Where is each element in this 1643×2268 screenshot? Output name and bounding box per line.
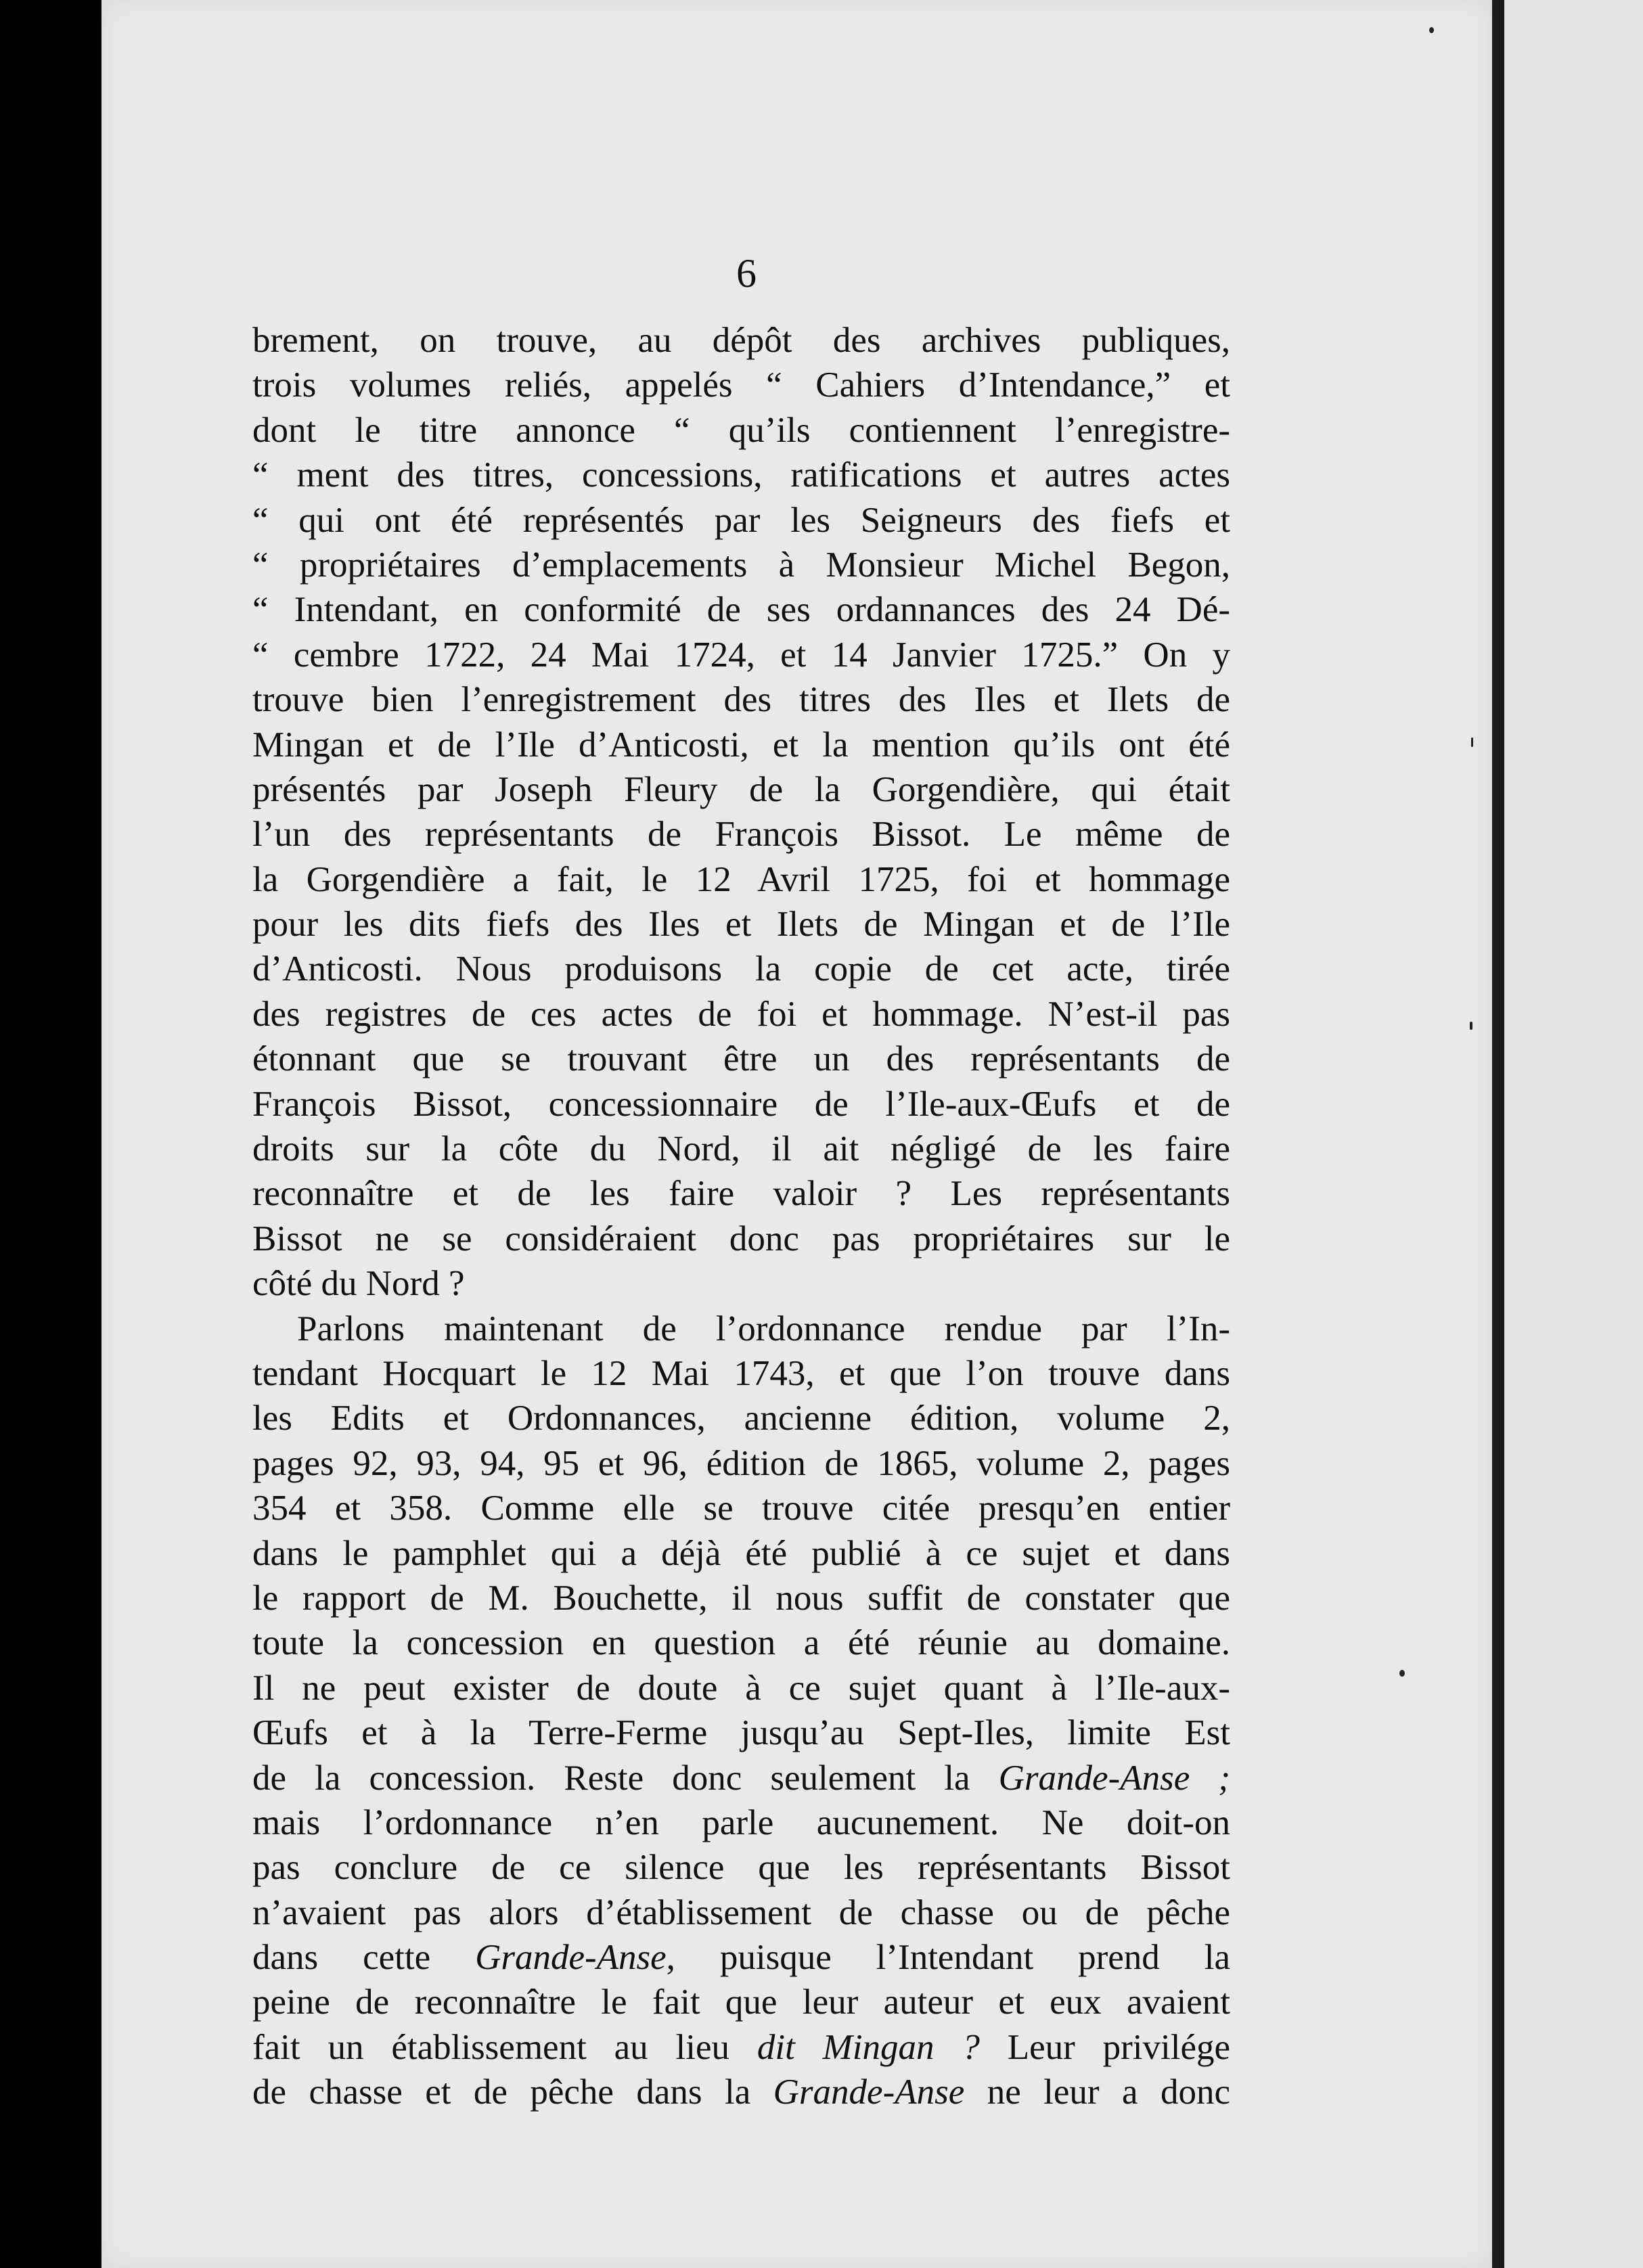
- page-gutter-shadow: [1492, 0, 1504, 2268]
- text-line: [252, 992, 1230, 1037]
- text-segment: trois volumes reliés, appelés “ Cahiers d’Intendance,” et: [252, 365, 1230, 405]
- text-line: [252, 453, 1230, 497]
- text-segment: étonnant que se trouvant être un des représentants de: [252, 1039, 1230, 1079]
- text-segment: “ qui ont été représentés par les Seigneurs des fiefs et: [252, 500, 1230, 540]
- text-line: [252, 947, 1230, 991]
- text-line: [252, 1396, 1230, 1441]
- text-segment: mais l’ordonnance n’en parle aucunement. Ne doit-on: [252, 1802, 1230, 1842]
- text-line: [252, 767, 1230, 812]
- text-segment: présentés par Joseph Fleury de la Gorgendière, qui était: [252, 769, 1230, 809]
- italic-text-segment: Grande-Anse ;: [998, 1758, 1231, 1798]
- text-line: [252, 723, 1230, 767]
- text-line: [252, 1486, 1230, 1530]
- text-segment: fait un établissement au lieu: [252, 2027, 757, 2067]
- text-line: [252, 1576, 1230, 1620]
- text-line: [252, 1127, 1230, 1171]
- text-segment: reconnaître et de les faire valoir ? Les représentants: [252, 1174, 1230, 1214]
- italic-text-segment: Grande-Anse: [773, 2072, 965, 2112]
- text-line: [252, 857, 1230, 902]
- text-line: [252, 1666, 1230, 1710]
- page-number: 6: [736, 251, 757, 296]
- text-line: [252, 1307, 1230, 1351]
- text-segment: Leur privilége: [979, 2027, 1231, 2067]
- text-line: [252, 1082, 1230, 1127]
- text-segment: pas conclure de ce silence que les représentants Bissot: [252, 1848, 1230, 1888]
- text-segment: 354 et 358. Comme elle se trouve citée presqu’en entier: [252, 1489, 1230, 1528]
- text-segment: Mingan et de l’Ile d’Anticosti, et la mention qu’ils ont été: [252, 725, 1230, 765]
- text-segment: de chasse et de pêche dans la: [252, 2072, 773, 2112]
- text-segment: Il ne peut exister de doute à ce sujet quant à l’Ile-aux-: [252, 1668, 1230, 1708]
- text-line: [252, 902, 1230, 947]
- text-segment: côté du Nord ?: [252, 1264, 465, 1304]
- text-line: [252, 1037, 1230, 1081]
- scan-speck: [1471, 738, 1473, 747]
- text-line: [252, 1261, 1230, 1306]
- text-segment: , puisque l’Intendant prend la: [666, 1938, 1231, 1978]
- text-segment: François Bissot, concessionnaire de l’Ile-aux-Œufs et de: [252, 1084, 1230, 1124]
- next-page-edge: [1504, 0, 1643, 2268]
- text-line: [252, 1531, 1230, 1576]
- text-line: [252, 633, 1230, 677]
- body-text: [252, 318, 1230, 2115]
- text-line: [252, 2070, 1230, 2114]
- text-line: [252, 408, 1230, 453]
- text-segment: “ Intendant, en conformité de ses ordannances des 24 Dé-: [252, 590, 1230, 630]
- text-line: [252, 318, 1230, 363]
- text-line: [252, 1441, 1230, 1486]
- text-line: [252, 2025, 1230, 2070]
- text-segment: Bissot ne se considéraient donc pas propriétaires sur le: [252, 1219, 1230, 1258]
- text-line: [252, 1845, 1230, 1890]
- scan-speck: [1429, 27, 1434, 33]
- text-segment: pages 92, 93, 94, 95 et 96, édition de 1865, volume 2, pages: [252, 1443, 1230, 1483]
- text-line: [252, 1620, 1230, 1665]
- text-segment: dont le titre annonce “ qu’ils contiennent l’enregistre-: [252, 410, 1230, 450]
- scan-speck: [1399, 1670, 1405, 1677]
- italic-text-segment: dit Mingan ?: [757, 2027, 980, 2067]
- text-segment: de la concession. Reste donc seulement la: [252, 1758, 999, 1798]
- text-line: [252, 1710, 1230, 1755]
- text-line: [252, 1980, 1230, 2024]
- text-segment: la Gorgendière a fait, le 12 Avril 1725, foi et hommage: [252, 859, 1230, 899]
- scan-speck: [1470, 1022, 1472, 1030]
- text-segment: des registres de ces actes de foi et hommage. N’est-il pas: [252, 994, 1230, 1034]
- text-line: [252, 1890, 1230, 1935]
- text-line: [252, 1756, 1230, 1800]
- text-segment: tendant Hocquart le 12 Mai 1743, et que l’on trouve dans: [252, 1353, 1230, 1393]
- text-line: [252, 363, 1230, 407]
- text-segment: droits sur la côte du Nord, il ait négligé de les faire: [252, 1129, 1230, 1169]
- text-line: [252, 1351, 1230, 1396]
- text-segment: peine de reconnaître le fait que leur auteur et eux avaient: [252, 1982, 1230, 2022]
- text-line: [252, 812, 1230, 857]
- text-segment: brement, on trouve, au dépôt des archives publiques,: [252, 321, 1230, 360]
- text-segment: l’un des représentants de François Bissot. Le même de: [252, 815, 1230, 855]
- italic-text-segment: Grande-Anse: [475, 1938, 667, 1978]
- text-segment: d’Anticosti. Nous produisons la copie de cet acte, tirée: [252, 949, 1230, 989]
- text-line: [252, 543, 1230, 587]
- text-segment: n’avaient pas alors d’établissement de chasse ou de pêche: [252, 1892, 1230, 1932]
- text-segment: dans le pamphlet qui a déjà été publié à ce sujet et dans: [252, 1533, 1230, 1573]
- text-segment: “ ment des titres, concessions, ratifications et autres actes: [252, 455, 1230, 495]
- text-line: [252, 1935, 1230, 1980]
- text-line: [252, 498, 1230, 543]
- text-line: [252, 1217, 1230, 1261]
- text-line: [252, 1171, 1230, 1216]
- text-segment: les Edits et Ordonnances, ancienne édition, volume 2,: [252, 1399, 1230, 1438]
- text-segment: Parlons maintenant de l’ordonnance rendue par l’In-: [297, 1309, 1230, 1348]
- text-segment: trouve bien l’enregistrement des titres des Iles et Ilets de: [252, 680, 1230, 720]
- text-segment: Œufs et à la Terre-Ferme jusqu’au Sept-Iles, limite Est: [252, 1713, 1230, 1753]
- text-line: [252, 1800, 1230, 1845]
- text-segment: toute la concession en question a été réunie au domaine.: [252, 1623, 1230, 1663]
- text-segment: ne leur a donc: [964, 2072, 1230, 2112]
- text-segment: dans cette: [252, 1938, 476, 1978]
- text-segment: pour les dits fiefs des Iles et Ilets de Mingan et de l’Ile: [252, 905, 1230, 945]
- text-line: [252, 677, 1230, 722]
- text-segment: “ cembre 1722, 24 Mai 1724, et 14 Janvier 1725.” On y: [252, 635, 1230, 675]
- text-segment: “ propriétaires d’emplacements à Monsieur Michel Begon,: [252, 545, 1230, 585]
- text-segment: le rapport de M. Bouchette, il nous suffit de constater que: [252, 1578, 1230, 1618]
- text-line: [252, 587, 1230, 632]
